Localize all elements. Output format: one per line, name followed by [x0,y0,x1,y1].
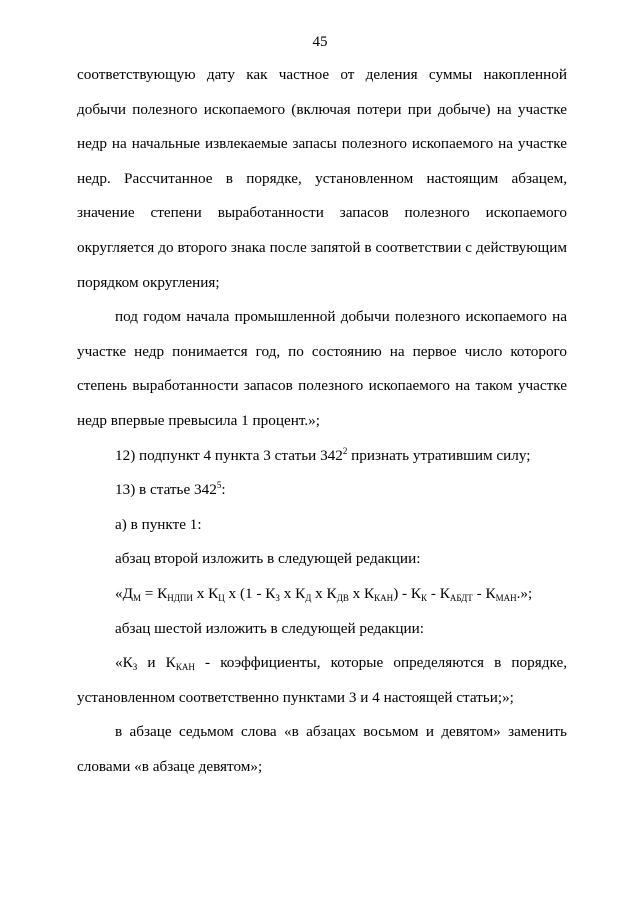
text-line: словами «в абзаце девятом»; [77,757,263,775]
text-line: соответствующую дату как частное от деления суммы накопленной [77,66,567,83]
text-line: установленном соответственно пунктами 3 и 4 настоящей статьи;»; [77,688,514,706]
document-body [77,58,567,784]
text-line: значение степени выработанности запасов полезного ископаемого [77,204,567,222]
text-line: абзац шестой изложить в следующей редакции: [115,619,424,637]
text-line: степень выработанности запасов полезного ископаемого на таком участке [77,377,567,395]
text-line: округляется до второго знака после запятой в соответствии с действующим [77,238,567,256]
page-number: 45 [312,34,328,50]
text-line: добычи полезного ископаемого (включая потери при добыче) на участке [77,100,567,118]
text-line: порядком округления; [77,273,220,291]
text-line: «$К_З$ и $К_{КАН}$ - коэффициенты, которые определяются в порядке, [115,654,567,673]
text-line: участке недр понимается год, по состоянию на первое число которого [77,342,567,360]
text-line: под годом начала промышленной добычи полезного ископаемого на [115,308,567,326]
text-line: недр впервые превысила 1 процент.»; [77,411,320,429]
text-line: недр. Рассчитанное в порядке, установленном настоящим абзацем, [77,169,567,187]
text-line: 12) подпункт 4 пункта 3 статьи $342^2$ признать утратившим силу; [115,445,531,464]
text-line: недр на начальные извлекаемые запасы полезного ископаемого на участке [77,135,567,153]
formula-line: «$Д_М = К_{НДПИ}$ х $К_Ц$ х ($1 - К_З$ х $К_Д$ х $К_{ДВ}$ х $К_{КАН}) - К_К - К_{АБДТ} - К_{МАН}$.»; [115,584,533,603]
text-line: 13) в статье $342^5$: [115,480,226,499]
text-line: абзац второй изложить в следующей редакции: [115,550,421,568]
text-line: в абзаце седьмом слова «в абзацах восьмом и девятом» заменить [115,723,567,741]
text-line: а) в пункте 1: [115,515,202,533]
